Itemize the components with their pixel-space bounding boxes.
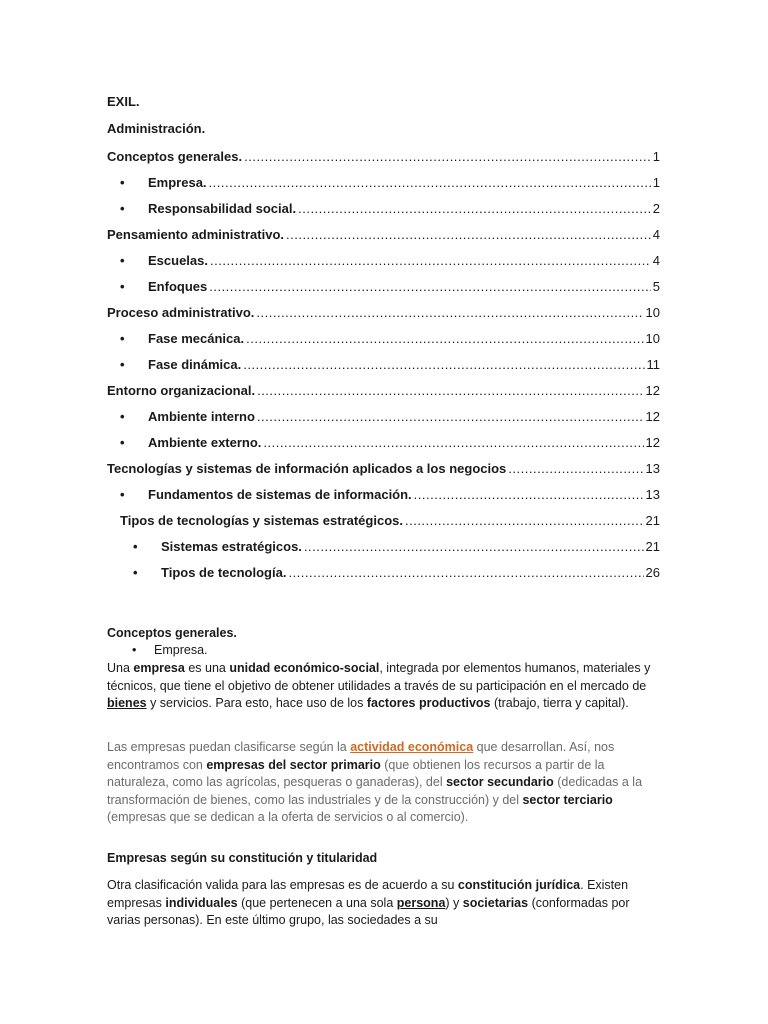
toc-entry-page: 12 [645, 383, 660, 398]
paragraph-clasificacion [107, 739, 662, 827]
text-run: y servicios. Para esto, hace uso de los [146, 696, 367, 710]
text-run: (que obtienen los recursos a partir de la naturaleza, como las agrícolas, pesqueras o ganaderas), del [107, 757, 605, 789]
actividad-economica-link[interactable]: actividad económica [350, 740, 474, 754]
toc-leader-dots [209, 175, 651, 190]
toc-entry[interactable] [120, 201, 660, 219]
toc-entry-label: Enfoques [148, 279, 208, 294]
toc-bullet: • [120, 331, 125, 346]
toc-entry-page: 1 [652, 175, 660, 190]
toc-leader-dots [257, 409, 644, 424]
toc-bullet: • [120, 253, 125, 268]
bold-term: empresa [133, 661, 185, 675]
toc-entry-label: Empresa. [148, 175, 207, 190]
text-run: es una [184, 661, 230, 675]
toc-bullet: • [120, 487, 125, 502]
section-heading: Conceptos generales. [107, 626, 237, 640]
toc-entry-label: Entorno organizacional. [107, 383, 256, 398]
bold-term: factores productivos [366, 696, 491, 710]
toc-leader-dots [286, 227, 651, 242]
toc-entry-page: 5 [652, 279, 660, 294]
toc-bullet: • [120, 409, 125, 424]
toc-entry-page: 11 [646, 357, 660, 372]
bold-term: sector terciario [522, 792, 613, 807]
text-run: , integrada por elementos humanos, materiales y técnicos, que tiene el objetivo de obtener utilidades a través de su participación en el mercado de [107, 661, 651, 693]
toc-entry-page: 21 [645, 513, 660, 528]
toc-bullet: • [133, 565, 138, 580]
bold-term: societarias [462, 895, 529, 910]
toc-bullet: • [120, 201, 125, 216]
toc-entry-label: Tecnologías y sistemas de información aplicados a los negocios [107, 461, 507, 476]
toc-entry[interactable] [120, 253, 660, 271]
toc-entry-label: Tipos de tecnologías y sistemas estratégicos. [120, 513, 403, 528]
toc-entry-label: Ambiente interno [148, 409, 255, 424]
text-run: . Existen empresas [107, 878, 629, 910]
toc-leader-dots [405, 513, 644, 528]
toc-entry[interactable] [120, 487, 660, 505]
bold-underlined-term: bienes [107, 696, 147, 710]
toc-entry-label: Sistemas estratégicos. [161, 539, 302, 554]
document-subject: Administración. [107, 121, 206, 136]
toc-leader-dots [414, 487, 644, 502]
toc-entry-page: 2 [652, 201, 660, 216]
toc-entry-label: Proceso administrativo. [107, 305, 255, 320]
toc-entry-page: 4 [652, 253, 660, 268]
toc-entry-label: Tipos de tecnología. [161, 565, 287, 580]
text-run: (empresas que se dedican a la oferta de servicios o al comercio). [107, 810, 469, 824]
toc-leader-dots [256, 305, 643, 320]
text-run: Una [107, 661, 134, 675]
toc-entry[interactable] [107, 149, 660, 167]
toc-leader-dots [210, 253, 651, 268]
paragraph-empresa-definition [107, 660, 662, 713]
toc-entry-page: 10 [645, 305, 660, 320]
toc-entry-page: 12 [645, 409, 660, 424]
toc-entry[interactable] [120, 279, 660, 297]
toc-entry-label: Conceptos generales. [107, 149, 243, 164]
bold-term: constitución jurídica [457, 878, 581, 892]
toc-leader-dots [243, 357, 644, 372]
toc-entry[interactable] [120, 331, 660, 349]
text-run: que desarrollan. Así, nos encontramos con [107, 740, 615, 772]
toc-entry-page: 12 [645, 435, 660, 450]
toc-leader-dots [304, 539, 644, 554]
paragraph-constitucion [107, 877, 662, 930]
toc-entry[interactable] [120, 435, 660, 453]
toc-bullet: • [120, 435, 125, 450]
toc-leader-dots [298, 201, 651, 216]
toc-entry-page: 13 [645, 461, 660, 476]
toc-entry-label: Fase mecánica. [148, 331, 245, 346]
bold-term: individuales [165, 895, 238, 910]
toc-entry-label: Fase dinámica. [148, 357, 242, 372]
toc-bullet: • [120, 279, 125, 294]
toc-leader-dots [263, 435, 643, 450]
toc-entry[interactable] [107, 461, 660, 479]
text-run: (conformadas por varias personas). En este último grupo, las sociedades a su [107, 895, 630, 927]
text-run: (que pertenecen a una sola [237, 895, 397, 910]
toc-entry[interactable] [107, 227, 660, 245]
toc-entry[interactable] [120, 513, 660, 531]
toc-bullet: • [120, 357, 125, 372]
toc-leader-dots [244, 149, 651, 164]
toc-leader-dots [508, 461, 643, 476]
document-code: EXIL. [107, 94, 140, 109]
toc-entry-label: Escuelas. [148, 253, 208, 268]
toc-entry-page: 1 [652, 149, 660, 164]
text-run: (dedicadas a la transformación de bienes, como las industriales y de la construcción) y del [107, 775, 643, 807]
toc-entry[interactable] [120, 357, 660, 375]
toc-entry-page: 21 [645, 539, 660, 554]
toc-bullet: • [120, 175, 125, 190]
toc-entry-label: Pensamiento administrativo. [107, 227, 284, 242]
toc-leader-dots [209, 279, 651, 294]
toc-entry[interactable] [120, 409, 660, 427]
toc-entry[interactable] [107, 305, 660, 323]
toc-entry-label: Responsabilidad social. [148, 201, 297, 216]
section-bullet-item [132, 643, 208, 657]
text-run: (trabajo, tierra y capital). [490, 696, 629, 710]
subheading: Empresas según su constitución y titularidad [107, 851, 378, 865]
toc-entry-page: 26 [645, 565, 660, 580]
text-run: Las empresas puedan clasificarse según la [107, 740, 351, 754]
toc-entry[interactable] [107, 383, 660, 401]
section-bullet-label: Empresa. [154, 643, 208, 657]
toc-leader-dots [257, 383, 643, 398]
bold-term: sector secundario [446, 775, 554, 789]
toc-entry-page: 10 [645, 331, 660, 346]
toc-entry[interactable] [133, 539, 660, 557]
text-run: ) y [445, 895, 463, 910]
toc-entry-page: 13 [645, 487, 660, 502]
toc-leader-dots [288, 565, 643, 580]
bold-term: unidad económico-social [229, 661, 380, 675]
bold-underlined-term: persona [396, 895, 446, 910]
toc-bullet: • [133, 539, 138, 554]
toc-entry-page: 4 [652, 227, 660, 242]
toc-entry-label: Ambiente externo. [148, 435, 262, 450]
text-run: Otra clasificación valida para las empresas es de acuerdo a su [107, 878, 458, 892]
toc-leader-dots [246, 331, 643, 346]
toc-entry[interactable] [133, 565, 660, 583]
bullet-glyph: • [132, 643, 137, 657]
bold-term: empresas del sector primario [206, 757, 381, 772]
toc-entry-label: Fundamentos de sistemas de información. [148, 487, 412, 502]
toc-entry[interactable] [120, 175, 660, 193]
